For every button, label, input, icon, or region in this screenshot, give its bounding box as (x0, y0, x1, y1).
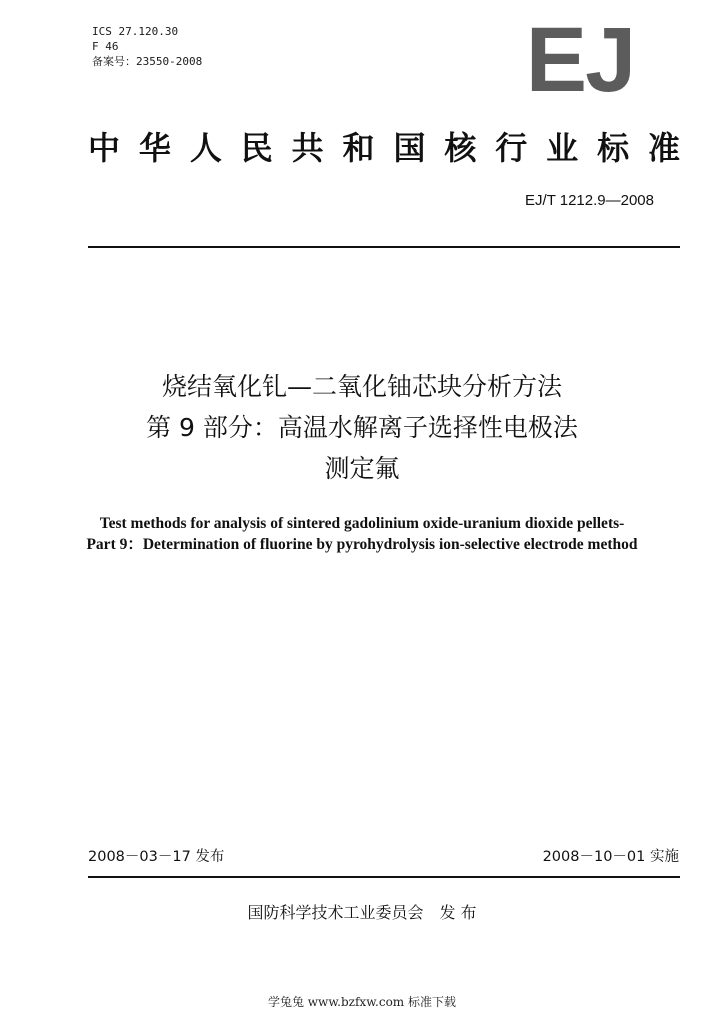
implementation-date: 2008－10－01 实施 (542, 849, 679, 865)
chinese-title-line: 烧结氧化钆—二氧化铀芯块分析方法 (161, 372, 562, 401)
standard-number: EJ/T 1212.9—2008 (525, 192, 654, 209)
ics-code: ICS 27.120.30 (92, 25, 179, 38)
title-char: 业 (546, 129, 579, 167)
title-char: 行 (495, 129, 528, 167)
filing-number: 备案号：23550-2008 (92, 55, 203, 68)
title-char: 中 (88, 129, 121, 167)
title-char: 核 (444, 129, 477, 167)
classification-block (92, 24, 202, 69)
title-char: 共 (291, 129, 324, 167)
top-divider (88, 246, 680, 248)
category-code: F 46 (92, 40, 119, 53)
english-title (0, 513, 724, 555)
issuing-authority: 国防科学技术工业委员会 发 布 (247, 903, 477, 922)
ej-logo: EJ (525, 9, 635, 111)
issue-date: 2008－03－17 发布 (88, 849, 225, 865)
chinese-title (0, 366, 724, 489)
title-char: 准 (647, 129, 680, 167)
chinese-title-line: 测定氟 (324, 454, 400, 483)
standard-category-title (88, 128, 680, 168)
title-char: 民 (240, 129, 273, 167)
english-title-line: Test methods for analysis of sintered gadolinium oxide-uranium dioxide pellets- (99, 515, 625, 532)
title-char: 和 (342, 129, 375, 167)
download-footer: 学兔兔 www.bzfxw.com 标准下载 (267, 995, 457, 1009)
bottom-divider (88, 876, 680, 878)
title-char: 人 (189, 129, 222, 167)
english-title-line: Part 9：Determination of fluorine by pyrohydrolysis ion-selective electrode method (86, 536, 638, 553)
title-char: 国 (393, 129, 426, 167)
title-char: 标 (597, 129, 630, 167)
title-char: 华 (138, 129, 171, 167)
chinese-title-line: 第 9 部分：高温水解离子选择性电极法 (146, 413, 578, 442)
